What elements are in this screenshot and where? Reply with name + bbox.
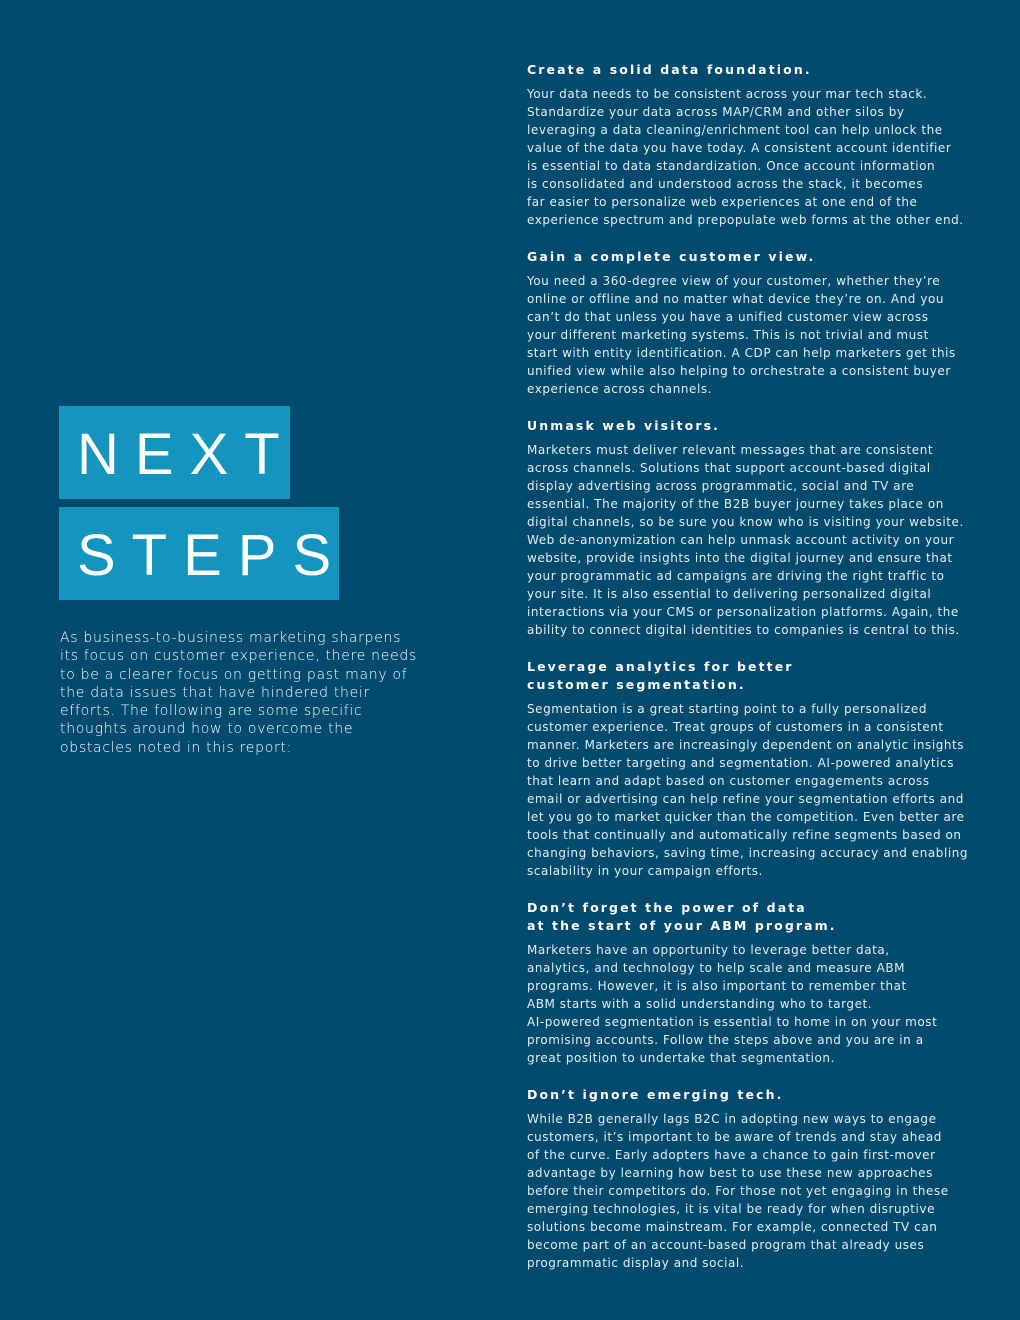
section-body-line: that learn and adapt based on customer engagements across [527,774,930,788]
title-next-block [59,406,296,499]
section-body-line: far easier to personalize web experiences at one end of the [527,195,918,209]
section-body-line: changing behaviors, saving time, increasing accuracy and enabling [527,846,969,860]
intro-paragraph: As business-to-business marketing sharpens its focus on customer experience, there needs to be a clearer focus on getting past many of the data issues that have hindered their efforts. The following are some specific thoughts around how to overcome the obstacles noted in this report: [60,630,417,756]
section-body-line: advantage by learning how best to use these new approaches [527,1166,933,1180]
section-body-line: is essential to data standardization. Once account information [527,159,936,173]
section-heading-line: Gain a complete customer view. [527,249,816,264]
section-body-line: manner. Marketers are increasingly dependent on analytic insights [527,738,965,752]
section-body-line: your different marketing systems. This is not trivial and must [527,328,929,342]
section-body-line: customers, it’s important to be aware of trends and stay ahead [527,1130,942,1144]
section-heading-line: at the start of your ABM program. [527,918,837,933]
section-body-line: become part of an account-based program that already uses [527,1238,925,1252]
title-line-steps: STEPS [77,523,348,588]
section-body-line: online or offline and no matter what device they’re on. And you [527,292,945,306]
section-body [527,272,977,398]
section-heading [527,899,977,935]
section-body-line: digital channels, so be sure you know who is visiting your website. [527,515,964,529]
section-body-line: great position to undertake that segmentation. [527,1051,835,1065]
recommendation-section [527,1086,977,1272]
recommendation-section [527,61,977,229]
section-body-line: display advertising across programmatic, social and TV are [527,479,915,493]
section-body-line: promising accounts. Follow the steps above and you are in a [527,1033,924,1047]
section-body-line: Web de-anonymization can help unmask account activity on your [527,533,955,547]
recommendation-section [527,658,977,880]
section-heading-line: customer segmentation. [527,677,746,692]
section-heading-line: Unmask web visitors. [527,418,721,433]
section-body-line: start with entity identification. A CDP can help marketers get this [527,346,956,360]
section-body-line: solutions become mainstream. For example, connected TV can [527,1220,938,1234]
section-body-line: emerging technologies, it is vital be ready for when disruptive [527,1202,936,1216]
section-body-line: analytics, and technology to help scale and measure ABM [527,961,906,975]
section-body-line: experience across channels. [527,382,713,396]
section-heading-line: Don’t forget the power of data [527,900,807,915]
section-body-line: interactions via your CMS or personalization platforms. Again, the [527,605,959,619]
section-body-line: your programmatic ad campaigns are driving the right traffic to [527,569,945,583]
section-body [527,941,977,1067]
section-body-line: tools that continually and automatically refine segments based on [527,828,962,842]
section-body-line: Segmentation is a great starting point to a fully personalized [527,702,927,716]
section-body-line: customer experience. Treat groups of customers in a consistent [527,720,944,734]
section-body-line: Marketers must deliver relevant messages that are consistent [527,443,934,457]
section-body-line: ABM starts with a solid understanding who to target. [527,997,873,1011]
section-heading-line: Don’t ignore emerging tech. [527,1087,784,1102]
section-heading [527,61,977,79]
section-body-line: unified view while also helping to orchestrate a consistent buyer [527,364,951,378]
section-body-line: ability to connect digital identities to companies is central to this. [527,623,960,637]
section-body [527,441,977,639]
section-body-line: While B2B generally lags B2C in adopting new ways to engage [527,1112,937,1126]
section-body-line: Standardize your data across MAP/CRM and other silos by [527,105,905,119]
section-body-line: website, provide insights into the digital journey and ensure that [527,551,953,565]
section-heading [527,1086,977,1104]
recommendation-section [527,248,977,398]
section-body-line: before their competitors do. For those not yet engaging in these [527,1184,949,1198]
section-body-line: value of the data you have today. A consistent account identifier [527,141,952,155]
recommendations-column [527,61,977,1291]
section-body-line: leveraging a data cleaning/enrichment tool can help unlock the [527,123,943,137]
section-body-line: Marketers have an opportunity to leverage better data, [527,943,890,957]
section-body-line: is consolidated and understood across the stack, it becomes [527,177,924,191]
section-body-line: programs. However, it is also important to remember that [527,979,907,993]
section-body [527,85,977,229]
section-body-line: email or advertising can help refine your segmentation efforts and [527,792,964,806]
section-body-line: can’t do that unless you have a unified customer view across [527,310,929,324]
title-steps-block [59,507,348,600]
section-body-line: AI-powered segmentation is essential to home in on your most [527,1015,938,1029]
section-body-line: essential. The majority of the B2B buyer journey takes place on [527,497,944,511]
section-heading-line: Create a solid data foundation. [527,62,812,77]
section-heading [527,248,977,266]
section-body-line: your site. It is also essential to delivering personalized digital [527,587,932,601]
recommendation-section [527,899,977,1067]
section-body [527,1110,977,1272]
section-heading [527,417,977,435]
section-body-line: of the curve. Early adopters have a chance to gain first-mover [527,1148,936,1162]
section-heading [527,658,977,694]
section-heading-line: Leverage analytics for better [527,659,794,674]
section-body-line: let you go to market quicker than the competition. Even better are [527,810,965,824]
section-body-line: across channels. Solutions that support account-based digital [527,461,931,475]
section-body-line: experience spectrum and prepopulate web forms at the other end. [527,213,964,227]
section-body-line: to drive better targeting and segmentation. AI-powered analytics [527,756,954,770]
section-body-line: You need a 360-degree view of your customer, whether they’re [527,274,941,288]
section-body-line: scalability in your campaign efforts. [527,864,763,878]
section-body-line: Your data needs to be consistent across your mar tech stack. [527,87,928,101]
title-line-next: NEXT [77,422,296,487]
section-body-line: programmatic display and social. [527,1256,745,1270]
recommendation-section [527,417,977,639]
section-body [527,700,977,880]
